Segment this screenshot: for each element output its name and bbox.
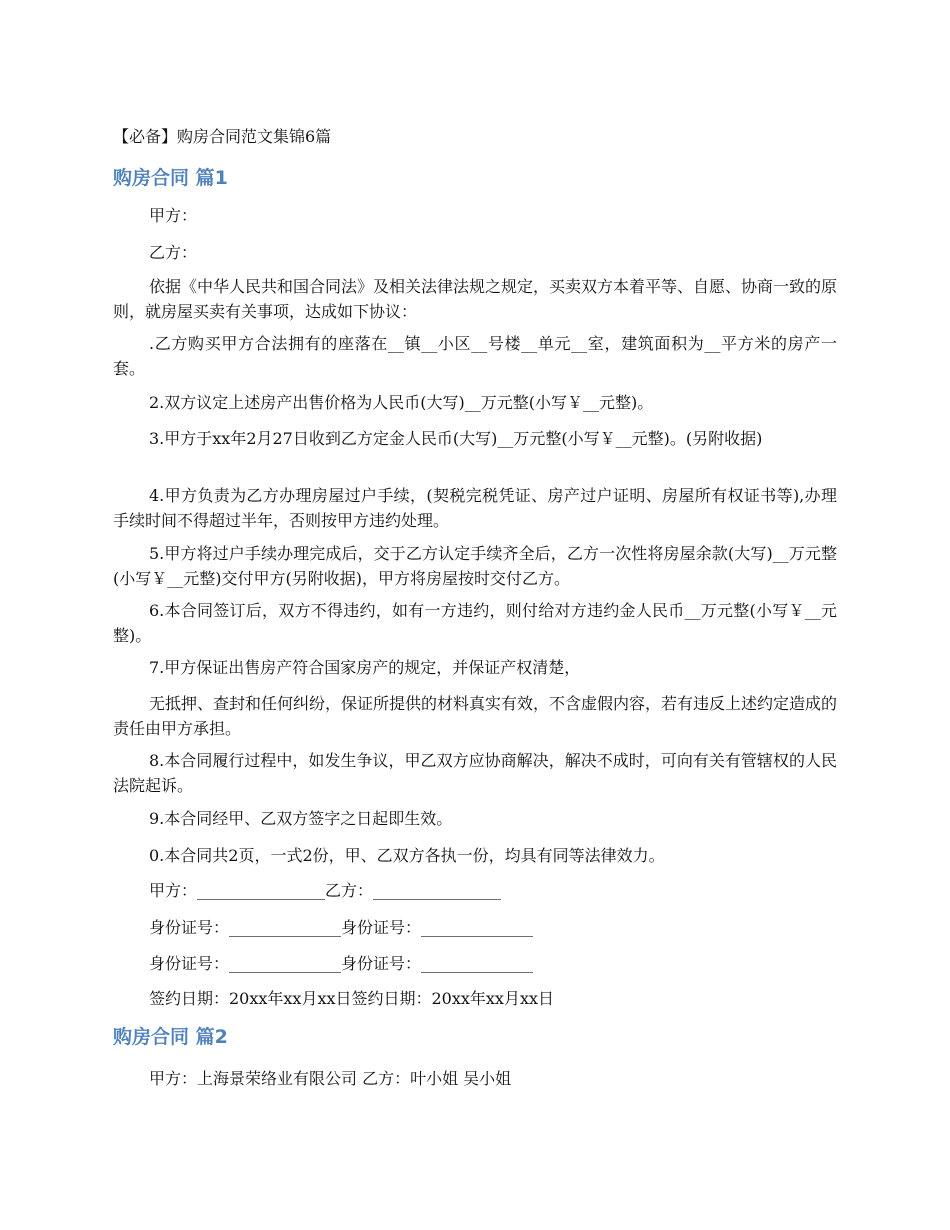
signature-id-line-1: 身份证号：______________身份证号：______________ <box>149 918 534 937</box>
section-heading-1: 购房合同 篇1 <box>113 167 228 189</box>
clause-10: 0.本合同共2页，一式2份，甲、乙双方各执一份，均具有同等法律效力。 <box>149 846 665 865</box>
party-b-line: 乙方： <box>149 243 198 262</box>
clause-6: 6.本合同签订后，双方不得违约，如有一方违约，则付给对方违约金人民币__万元整(小写￥__元整)。 <box>113 601 837 645</box>
signature-party-line: 甲方：________________乙方：________________ <box>149 881 502 900</box>
signature-id-line-2: 身份证号：______________身份证号：______________ <box>149 954 534 973</box>
clause-8: 8.本合同履行过程中，如发生争议，甲乙双方应协商解决，解决不成时，可向有关有管辖权的人民法院起诉。 <box>113 751 837 795</box>
clause-7-continued: 无抵押、查封和任何纠纷，保证所提供的材料真实有效，不含虚假内容，若有违反上述约定造成的责任由甲方承担。 <box>113 694 838 738</box>
clause-1: .乙方购买甲方合法拥有的座落在__镇__小区__号楼__单元__室，建筑面积为__平方米的房产一套。 <box>113 334 837 378</box>
section2-parties: 甲方：上海景荣络业有限公司 乙方：叶小姐 吴小姐 <box>149 1069 512 1088</box>
clause-9: 9.本合同经甲、乙双方签字之日起即生效。 <box>149 809 453 828</box>
section-heading-2: 购房合同 篇2 <box>113 1026 228 1048</box>
clause-4: 4.甲方负责为乙方办理房屋过户手续，(契税完税凭证、房产过户证明、房屋所有权证书等),办理手续时间不得超过半年，否则按甲方违约处理。 <box>113 486 837 530</box>
party-a-line: 甲方： <box>149 206 198 225</box>
clause-3: 3.甲方于xx年2月27日收到乙方定金人民币(大写)__万元整(小写￥__元整)。(另附收据) <box>149 429 763 448</box>
document-title: 【必备】购房合同范文集锦6篇 <box>113 127 332 146</box>
contract-preamble: 依据《中华人民共和国合同法》及相关法律法规之规定，买卖双方本着平等、自愿、协商一致的原则，就房屋买卖有关事项，达成如下协议： <box>113 277 838 321</box>
clause-7: 7.甲方保证出售房产符合国家房产的规定，并保证产权清楚， <box>149 658 581 677</box>
clause-5: 5.甲方将过户手续办理完成后，交于乙方认定手续齐全后，乙方一次性将房屋余款(大写)__万元整(小写￥__元整)交付甲方(另附收据)，甲方将房屋按时交付乙方。 <box>113 544 837 588</box>
clause-2: 2.双方议定上述房产出售价格为人民币(大写)__万元整(小写￥__元整)。 <box>149 393 654 412</box>
signature-date-line: 签约日期：20xx年xx月xx日签约日期：20xx年xx月xx日 <box>149 989 555 1008</box>
